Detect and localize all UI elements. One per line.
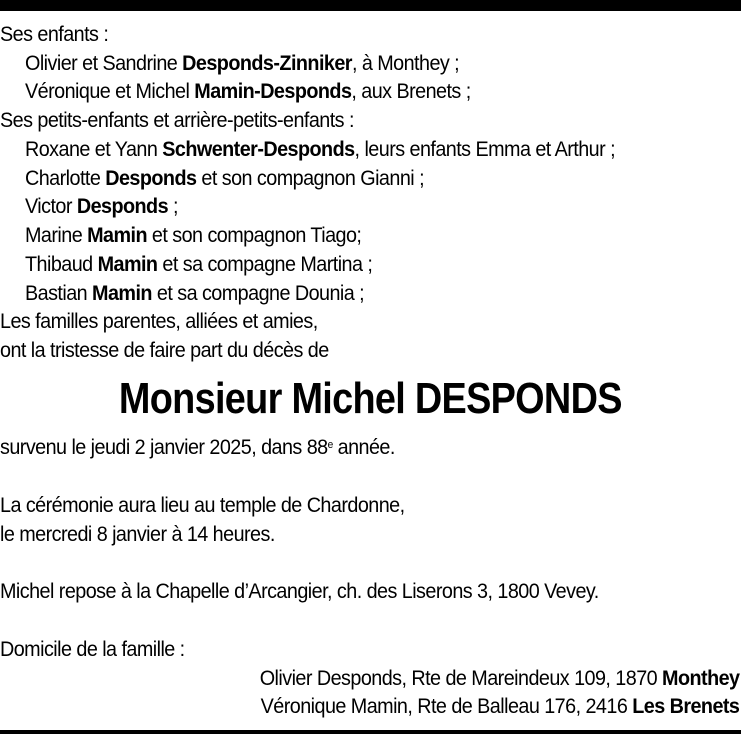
bottom-rule — [0, 730, 741, 734]
top-rule — [0, 0, 741, 11]
grandchild-line: Charlotte Desponds et son compagnon Gianni ; — [25, 166, 425, 190]
grandchild-line: Marine Mamin et son compagnon Tiago; — [25, 223, 362, 247]
announce-line: ont la tristesse de faire part du décès de — [0, 338, 329, 362]
child-line: Véronique et Michel Mamin-Desponds, aux Brenets ; — [25, 79, 471, 103]
grandchild-line: Thibaud Mamin et sa compagne Martina ; — [25, 252, 373, 276]
children-heading: Ses enfants : — [0, 22, 109, 46]
child-line: Olivier et Sandrine Desponds-Zinniker, à Monthey ; — [25, 51, 460, 75]
deceased-name: Monsieur Michel DESPONDS — [119, 374, 622, 423]
death-line: survenu le jeudi 2 janvier 2025, dans 88e année. — [0, 435, 395, 459]
grandchildren-heading: Ses petits-enfants et arrière-petits-enfants : — [0, 108, 354, 132]
ceremony-line-2: le mercredi 8 janvier à 14 heures. — [0, 522, 275, 546]
rest-line: Michel repose à la Chapelle d’Arcangier, ch. des Liserons 3, 1800 Vevey. — [0, 579, 599, 603]
grandchild-line: Victor Desponds ; — [25, 194, 178, 218]
grandchild-line: Bastian Mamin et sa compagne Dounia ; — [25, 281, 365, 305]
families-line: Les familles parentes, alliées et amies, — [0, 309, 318, 333]
grandchild-line: Roxane et Yann Schwenter-Desponds, leurs enfants Emma et Arthur ; — [25, 137, 616, 161]
domicile-heading: Domicile de la famille : — [0, 637, 185, 661]
address-line: Olivier Desponds, Rte de Mareindeux 109, 1870 Monthey — [259, 666, 739, 690]
address-line: Véronique Mamin, Rte de Balleau 176, 2416 Les Brenets — [260, 694, 739, 718]
ceremony-line-1: La cérémonie aura lieu au temple de Chardonne, — [0, 493, 405, 517]
